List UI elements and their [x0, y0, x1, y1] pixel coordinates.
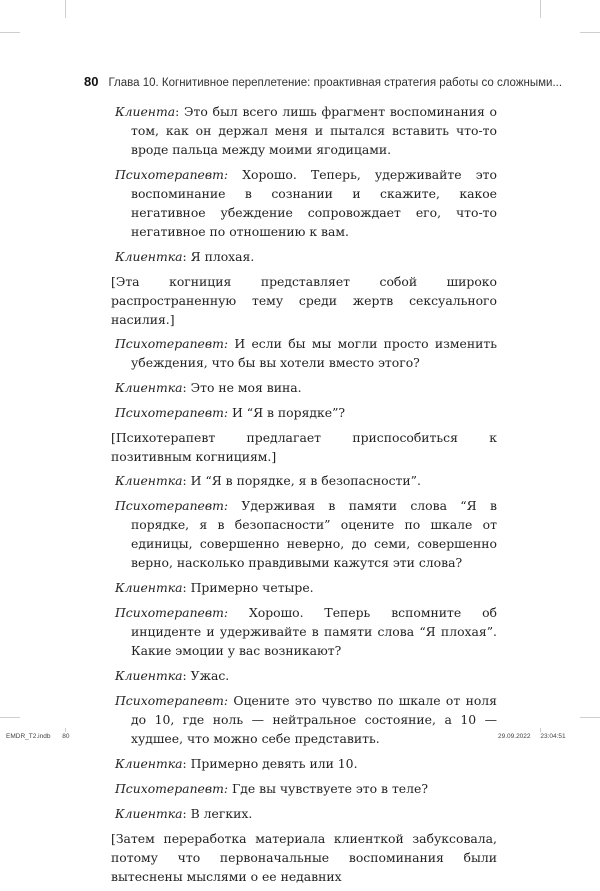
footer-filename: EMDR_T2.indb [6, 733, 51, 740]
speaker-label: Психотерапевт: [115, 336, 229, 351]
dialogue-line [115, 496, 497, 572]
utterance-text: Оцените это чувство по шкале от ноля до 10, где ноль — нейтральное состояние, а 10 — худшее, что можно себе представить. [131, 693, 497, 746]
utterance-text: Удерживая в памяти слова “Я в порядке, я в безопасности” оцените по шкале от единицы, совершенно неверно, до семи, совершенно верно, насколько правдивыми кажутся эти слова? [131, 498, 497, 570]
dialogue-line [115, 691, 497, 748]
speaker-separator: : [182, 668, 191, 683]
footer-timestamp [498, 733, 566, 740]
footer-page: 80 [62, 733, 70, 740]
footer-date: 29.09.2022 [498, 733, 531, 740]
speaker-label: Клиентка [115, 249, 183, 264]
running-title: Глава 10. Когнитивное переплетение: проактивная стратегия работы со сложными... [108, 77, 563, 89]
page-number: 80 [84, 74, 99, 89]
speaker-label: Клиентка [115, 668, 183, 683]
utterance-text: Где вы чувствуете это в теле? [231, 781, 428, 796]
crop-mark [65, 0, 66, 18]
dialogue-line [115, 754, 497, 773]
utterance-text: Это был всего лишь фрагмент воспоминания о том, как он держал меня и пытался вставить что-то вроде пальца между моими ягодицами. [131, 104, 497, 157]
utterance-text: Примерно четыре. [190, 580, 314, 595]
crop-mark [580, 717, 600, 718]
crop-mark [580, 32, 600, 33]
bracket-note: [Эта когниция представляет собой широко распространенную тему среди жертв сексуального насилия.] [111, 274, 497, 327]
crop-mark [65, 728, 66, 732]
utterance-text: Хорошо. Теперь вспомните об инциденте и удерживайте в памяти слова “Я плохая”. Какие эмоции у вас возникают? [131, 605, 497, 658]
speaker-separator [228, 167, 242, 182]
speaker-label: Клиентка [115, 580, 183, 595]
bracket-note: [Психотерапевт предлагает приспособиться к позитивным когнициям.] [111, 430, 497, 464]
dialogue-line [115, 603, 497, 660]
dialogue-line [115, 779, 497, 798]
footer-file [6, 733, 69, 740]
speaker-separator: : [182, 249, 191, 264]
speaker-separator: : [182, 473, 191, 488]
dialogue-line [115, 578, 497, 597]
dialogue-line [115, 666, 497, 685]
crop-mark [540, 0, 541, 18]
speaker-label: Клиента [115, 104, 176, 119]
footer-time: 23:04:51 [540, 733, 566, 740]
speaker-label: Психотерапевт: [115, 693, 229, 708]
utterance-text: В легких. [190, 806, 253, 821]
dialogue-line [115, 165, 497, 241]
crop-mark [540, 728, 541, 732]
dialogue-line [115, 247, 497, 266]
dialogue-line [115, 804, 497, 823]
crop-mark [0, 717, 20, 718]
speaker-separator [228, 605, 249, 620]
speaker-separator: : [175, 104, 184, 119]
speaker-separator: : [182, 806, 191, 821]
speaker-label: Клиентка [115, 380, 183, 395]
utterance-text: Я плохая. [190, 249, 255, 264]
page-body [111, 102, 497, 891]
utterance-text: Ужас. [190, 668, 230, 683]
speaker-label: Психотерапевт: [115, 167, 229, 182]
speaker-separator [228, 498, 241, 513]
crop-mark [0, 32, 20, 33]
utterance-text: И “Я в порядке”? [231, 405, 346, 420]
running-header [84, 74, 563, 89]
speaker-label: Психотерапевт: [115, 405, 229, 420]
dialogue-line [115, 102, 497, 159]
speaker-separator: : [182, 756, 191, 771]
utterance-text: Это не моя вина. [190, 380, 302, 395]
dialogue-line [115, 378, 497, 397]
speaker-label: Клиентка [115, 806, 183, 821]
bracket-note: [Затем переработка материала клиенткой забуксовала, потому что первоначальные воспоминания были вытеснены мыслями о ее недавних [111, 831, 497, 884]
speaker-label: Психотерапевт: [115, 781, 229, 796]
utterance-text: Хорошо. Теперь, удерживайте это воспоминание в сознании и скажите, какое негативное убеждение сопровождает его, что-то негативное по отношению к вам. [131, 167, 497, 239]
dialogue-line [115, 471, 497, 490]
speaker-label: Психотерапевт: [115, 605, 229, 620]
speaker-separator: : [182, 380, 191, 395]
dialogue-line [115, 334, 497, 372]
speaker-label: Клиентка [115, 473, 183, 488]
utterance-text: И если бы мы могли просто изменить убеждения, что бы вы хотели вместо этого? [131, 336, 497, 370]
utterance-text: И “Я в порядке, я в безопасности”. [190, 473, 421, 488]
speaker-label: Клиентка [115, 756, 183, 771]
utterance-text: Примерно девять или 10. [190, 756, 358, 771]
speaker-label: Психотерапевт: [115, 498, 229, 513]
dialogue-line [115, 403, 497, 422]
speaker-separator: : [182, 580, 191, 595]
